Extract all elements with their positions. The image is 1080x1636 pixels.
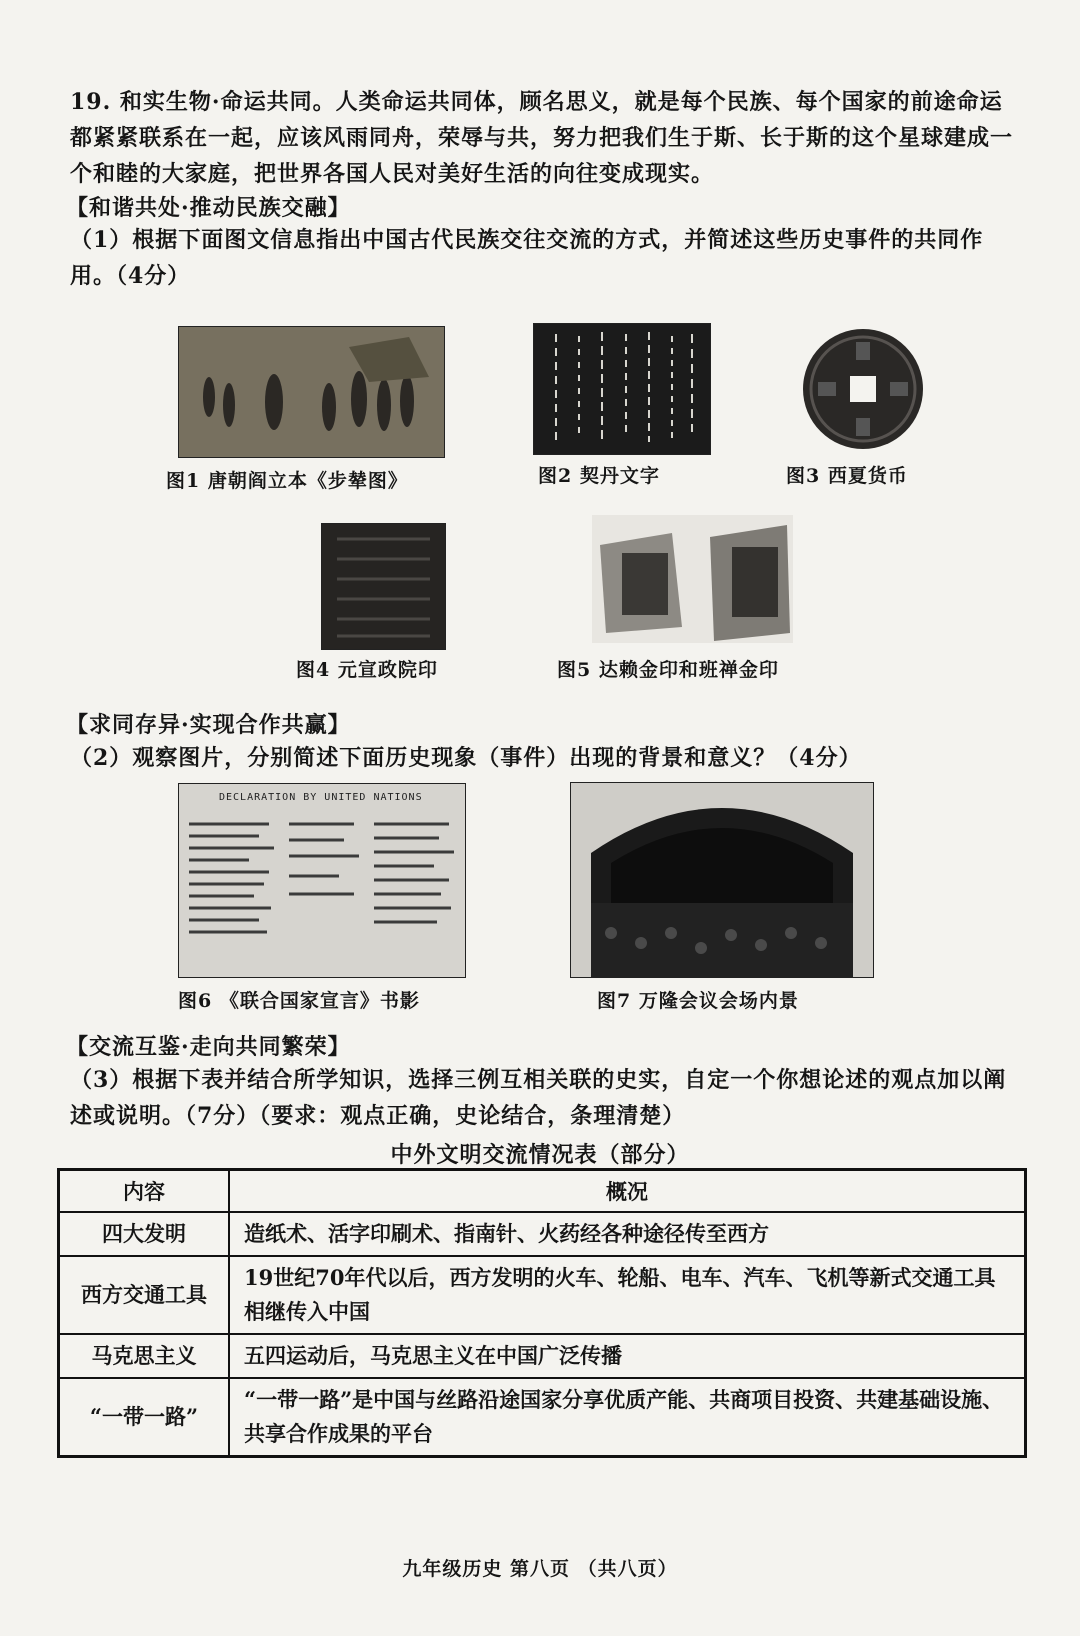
seal-illustration <box>322 524 445 649</box>
figure6-image <box>178 783 466 978</box>
figure2-image <box>533 323 711 455</box>
question-intro: 19. 和实生物·命运共同。人类命运共同体，顾名思义，就是每个民族、每个国家的前途命运都紧紧联系在一起，应该风雨同舟，荣辱与共，努力把我们生于斯、长于斯的这个星球建成一个和睦的大家庭，把世界各国人民对美好生活的向往变成现实。 <box>70 89 1014 187</box>
column-header-summary: 概况 <box>229 1170 1026 1213</box>
figure4-image <box>321 523 446 650</box>
declaration-header-text: DECLARATION BY UNITED NATIONS <box>219 792 423 803</box>
figure1-image <box>178 326 445 458</box>
section3-prompt: （3）根据下表并结合所学知识，选择三例互相关联的史实，自定一个你想论述的观点加以阐述或说明。（7分）（要求：观点正确，史论结合，条理清楚） <box>70 1067 1007 1129</box>
row-summary: 19世纪70年代以后，西方发明的火车、轮船、电车、汽车、飞机等新式交通工具相继传入中国 <box>229 1256 1026 1334</box>
section2-prompt: （2）观察图片，分别简述下面历史现象（事件）出现的背景和意义？（4分） <box>70 745 862 771</box>
figure6-caption: 图6 《联合国家宣言》书影 <box>178 990 420 1012</box>
exchange-table <box>57 1168 1027 1458</box>
row-summary: 五四运动后，马克思主义在中国广泛传播 <box>229 1334 1026 1378</box>
figure3-image <box>798 324 928 454</box>
row-summary: “一带一路”是中国与丝路沿途国家分享优质产能、共商项目投资、共建基础设施、共享合作成果的平台 <box>229 1378 1026 1457</box>
section1-heading: 【和谐共处·推动民族交融】 <box>66 195 351 221</box>
coin-illustration <box>798 324 928 454</box>
figure5-image <box>592 515 793 643</box>
figure3-caption: 图3 西夏货币 <box>786 465 908 487</box>
row-content: 四大发明 <box>59 1212 230 1256</box>
table-header-row <box>59 1170 1026 1213</box>
painting-illustration <box>179 327 444 457</box>
column-header-content: 内容 <box>59 1170 230 1213</box>
figure1-caption: 图1 唐朝阎立本《步辇图》 <box>166 470 408 492</box>
figure5-caption: 图5 达赖金印和班禅金印 <box>557 659 779 681</box>
row-summary: 造纸术、活字印刷术、指南针、火药经各种途径传至西方 <box>229 1212 1026 1256</box>
figure7-image <box>570 782 874 978</box>
gold-seals-illustration <box>592 515 793 643</box>
table-title: 中外文明交流情况表（部分） <box>390 1142 690 1168</box>
figure4-caption: 图4 元宣政院印 <box>296 659 438 681</box>
table-row <box>59 1212 1026 1256</box>
row-content: 马克思主义 <box>59 1334 230 1378</box>
section3-heading: 【交流互鉴·走向共同繁荣】 <box>66 1034 351 1060</box>
section1-prompt: （1）根据下面图文信息指出中国古代民族交往交流的方式，并简述这些历史事件的共同作用。（4分） <box>70 227 984 289</box>
row-content: “一带一路” <box>59 1378 230 1457</box>
document-lines-illustration <box>179 784 465 977</box>
table-row <box>59 1378 1026 1457</box>
conference-hall-illustration <box>571 783 873 977</box>
khitan-script-illustration <box>534 324 710 454</box>
table-row <box>59 1256 1026 1334</box>
table-row <box>59 1334 1026 1378</box>
row-content: 西方交通工具 <box>59 1256 230 1334</box>
figure2-caption: 图2 契丹文字 <box>538 465 660 487</box>
page-footer: 九年级历史 第八页 （共八页） <box>402 1558 678 1580</box>
section2-heading: 【求同存异·实现合作共赢】 <box>66 712 351 738</box>
figure7-caption: 图7 万隆会议会场内景 <box>597 990 799 1012</box>
